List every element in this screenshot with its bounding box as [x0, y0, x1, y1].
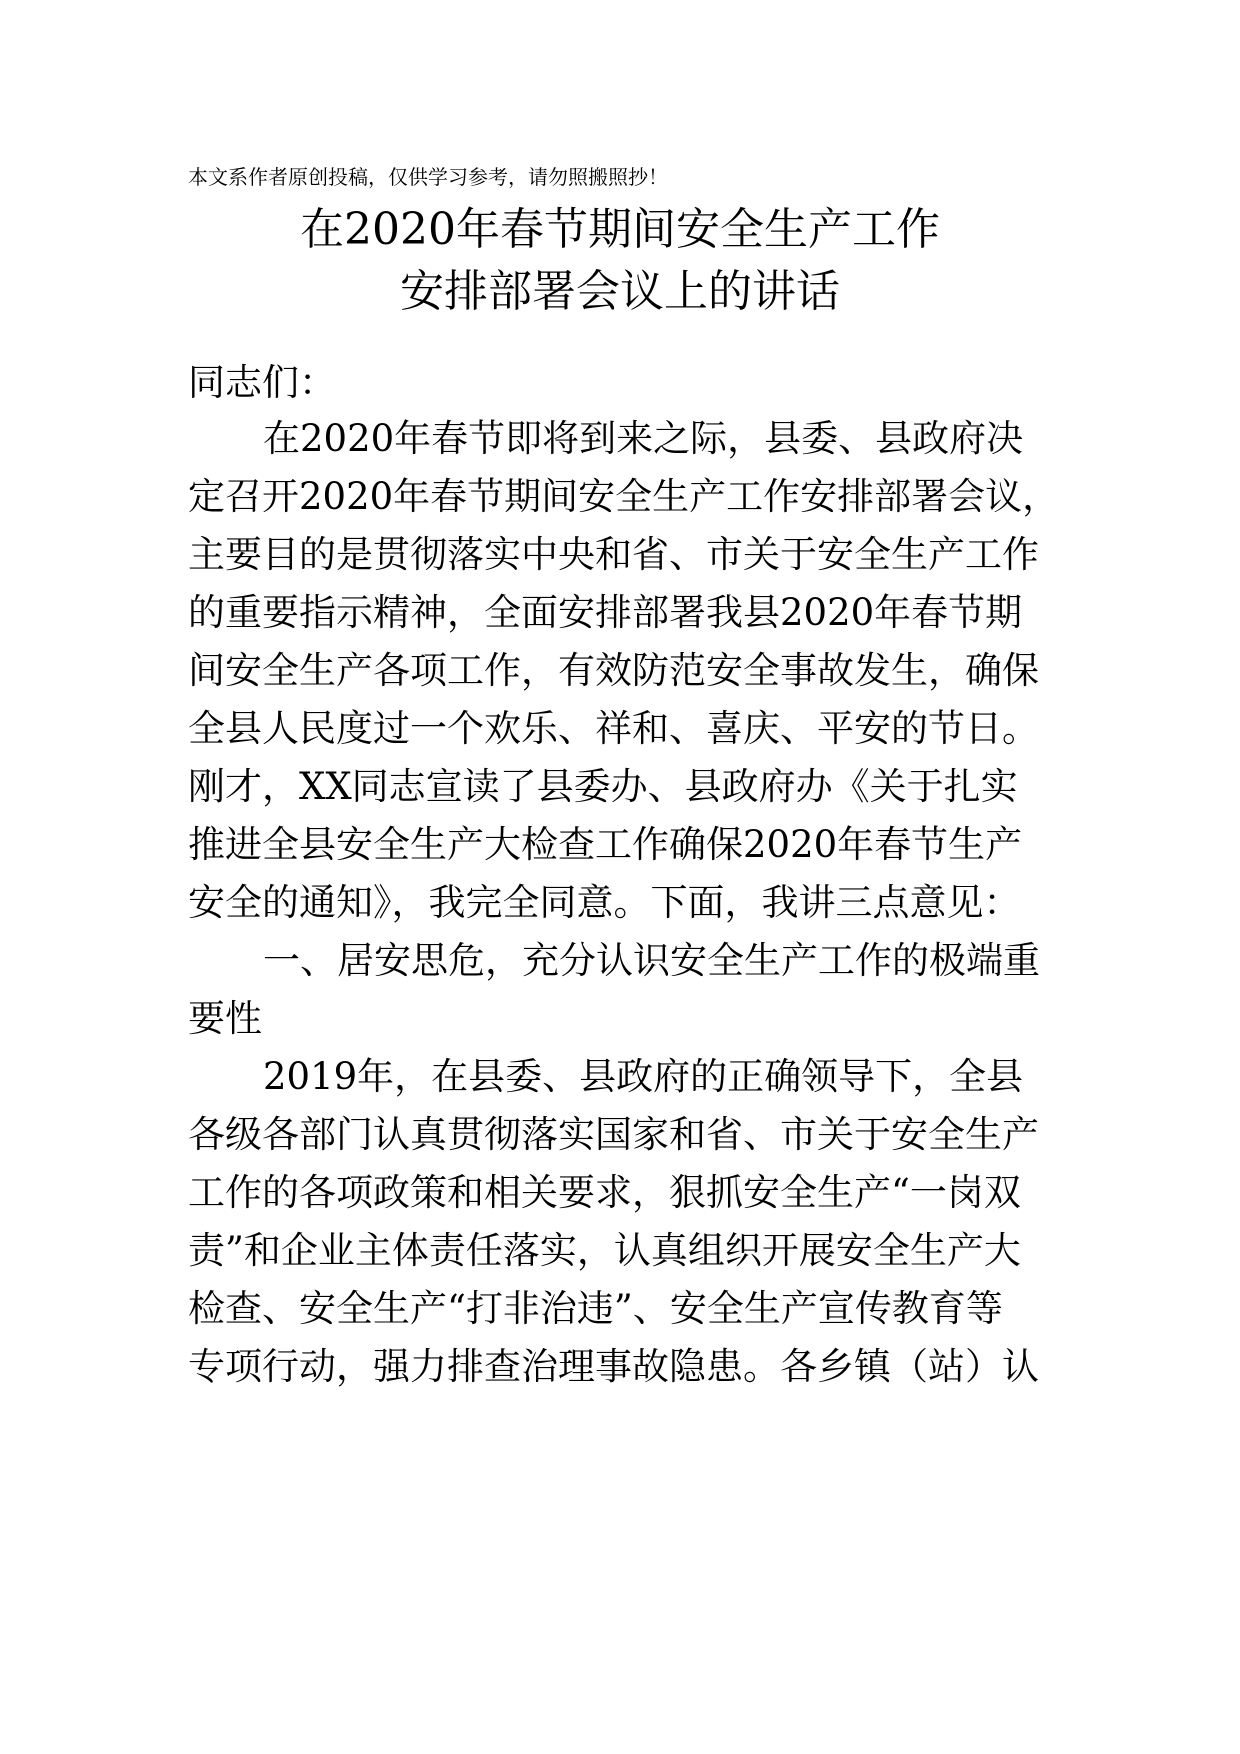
body-line: 安全的通知》，我完全同意。下面，我讲三点意见： [188, 881, 1021, 924]
disclaimer-note: 本文系作者原创投稿，仅供学习参考，请勿照搬照抄！ [188, 165, 668, 189]
body-line: 专项行动，强力排查治理事故隐患。各乡镇（站）认 [188, 1345, 1039, 1388]
body-line: 全县人民度过一个欢乐、祥和、喜庆、平安的节日。 [188, 707, 1039, 750]
body-line: 间安全生产各项工作，有效防范安全事故发生，确保 [188, 649, 1039, 692]
body-line: 工作的各项政策和相关要求，狠抓安全生产“一岗双 [188, 1171, 1021, 1214]
body-line: 检查、安全生产“打非治违”、安全生产宣传教育等 [188, 1287, 1003, 1330]
body-line: 2019年，在县委、县政府的正确领导下，全县 [263, 1055, 1024, 1098]
section-heading: 要性 [188, 997, 262, 1040]
body-line: 责”和企业主体责任落实，认真组织开展安全生产大 [188, 1229, 1021, 1272]
body-line: 刚才，XX同志宣读了县委办、县政府办《关于扎实 [188, 765, 1018, 808]
body-line: 在2020年春节即将到来之际，县委、县政府决 [263, 417, 1024, 460]
body-line: 的重要指示精神，全面安排部署我县2020年春节期 [188, 591, 1023, 634]
body-line: 定召开2020年春节期间安全生产工作安排部署会议， [188, 475, 1060, 518]
body-line: 推进全县安全生产大检查工作确保2020年春节生产 [188, 823, 1023, 866]
title-line-2: 安排部署会议上的讲话 [400, 266, 840, 317]
body-line: 主要目的是贯彻落实中央和省、市关于安全生产工作 [188, 533, 1039, 576]
salutation: 同志们： [188, 361, 336, 404]
body-line: 各级各部门认真贯彻落实国家和省、市关于安全生产 [188, 1113, 1039, 1156]
section-heading: 一、居安思危，充分认识安全生产工作的极端重 [263, 939, 1040, 982]
title-line-1: 在2020年春节期间安全生产工作 [300, 204, 940, 255]
